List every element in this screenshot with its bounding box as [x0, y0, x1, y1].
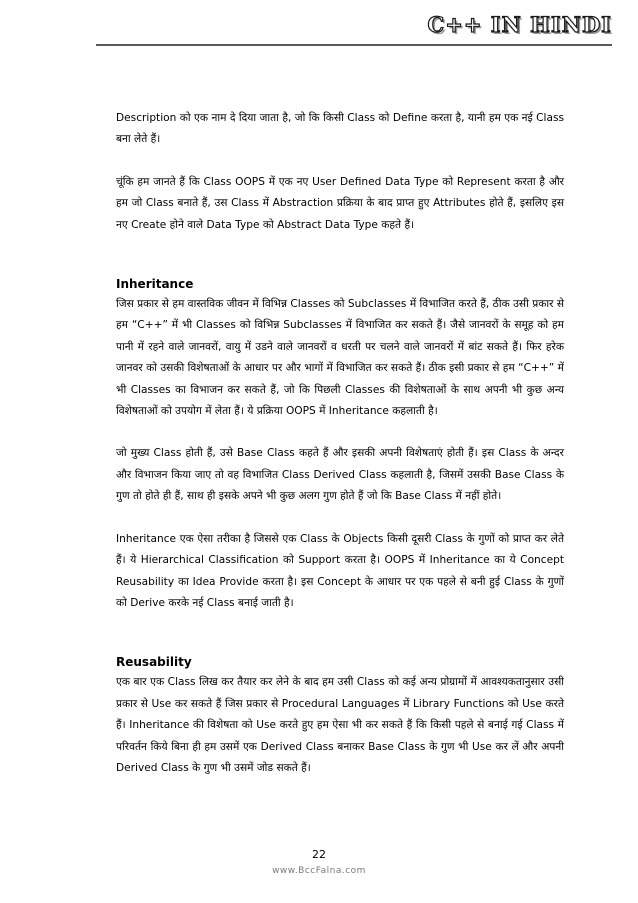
footer-website-link[interactable]: www.BccFalna.com — [272, 866, 366, 876]
page-header-title: C++ IN HINDI — [427, 12, 612, 37]
inheritance-paragraph-3: Inheritance एक ऐसा तरीका है जिससे एक Class के Objects किसी दूसरी Class के गुणों को प्राप्त कर लेते हैं। ये Hierarchical Classification को Support करता है। OOPS में Inheritance का ये Concept Reusability का Idea Provide करता है। इस Concept के आधार पर एक पहले से बनी हुई Class के गुणों को Derive करके नई Class बनाई जाती है। — [116, 532, 564, 609]
inheritance-paragraph-2: जो मुख्य Class होती हैं, उसे Base Class कहते हैं और इसकी अपनी विशेषताएं होती हैं। इस Class के अन्दर और विभाजन किया जाए तो वह विभाजित Class Derived Class कहलाती है, जिसमें उसकी Base Class के गुण तो होते ही हैं, साथ ही इसके अपने भी कुछ अलग गुण होते हैं जो कि Base Class में नहीं होते। — [116, 447, 564, 503]
page-number: 22 — [312, 848, 326, 861]
inheritance-heading: Inheritance — [116, 277, 194, 292]
inheritance-paragraph-1: जिस प्रकार से हम वास्तविक जीवन में विभिन्न Classes को Subclasses में विभाजित करते हैं, ठीक उसी प्रकार से हम “C++” में भी Classes को विभिन्न Subclasses में विभाजित कर सकते हैं। जैसे जानवरों के समूह को हम पानी में रहने वाले जानवरों, वायु में उडने वाले जानवरों व धरती पर चलने वाले जानवरों में बांट सकते हैं। फिर हरेक जानवर को उसकी विशेषताओं के आधार पर और भागों में विभाजित कर सकते हैं। ठीक इसी प्रकार से हम “C++” में भी Classes का विभाजन कर सकते हैं, जो कि पिछली Classes की विशेषताओं के साथ अपनी भी कुछ अन्य विशेषताओं को उपयोग में लेता हैं। ये प्रक्रिया OOPS में Inheritance कहलाती है। — [116, 298, 564, 418]
reusability-paragraph-1: एक बार एक Class लिख कर तैयार कर लेने के बाद हम उसी Class को कई अन्य प्रोग्रामों में आवश्यकतानुसार उसी प्रकार से Use कर सकते हैं जिस प्रकार से Procedural Languages में Library Functions को Use करते हैं। Inheritance की विशेषता को Use करते हुए हम ऐसा भी कर सकते हैं कि किसी पहले से बनाई गई Class में परिवर्तन किये बिना ही हम उसमें एक Derived Class बनाकर Base Class के गुण भी Use कर लें और अपनी Derived Class के गुण भी उसमें जोड सकते हैं। — [116, 676, 564, 774]
reusability-heading: Reusability — [116, 655, 192, 670]
header-divider — [96, 44, 612, 46]
page-content — [116, 108, 564, 779]
intro-paragraph-2: चूंकि हम जानते हैं कि Class OOPS में एक नए User Defined Data Type को Represent करता है और हम जो Class बनाते हैं, उस Class में Abstraction प्रक्रिया के बाद प्राप्त हुए Attributes होते हैं, इसलिए इस नए Create होने वाले Data Type को Abstract Data Type कहते हैं। — [116, 175, 564, 231]
intro-paragraph-1: Description को एक नाम दे दिया जाता है, जो कि किसी Class को Define करता है, यानी हम एक नई Class बना लेते हैं। — [116, 112, 564, 146]
